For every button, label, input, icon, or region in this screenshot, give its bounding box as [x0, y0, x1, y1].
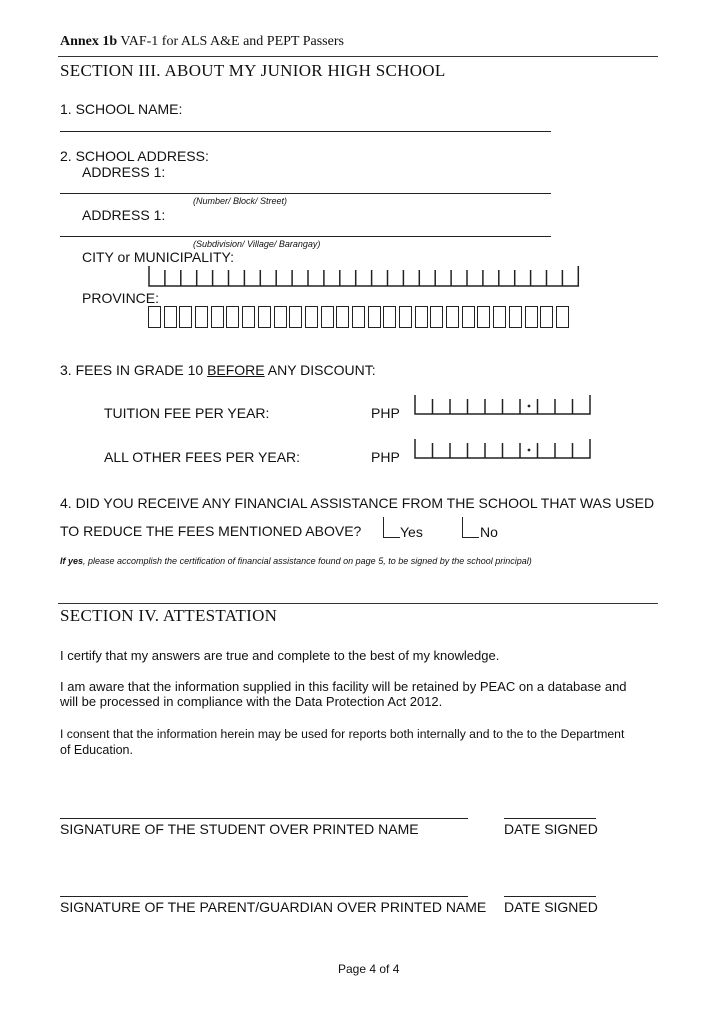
province-char-box[interactable]: [226, 306, 239, 328]
other-fees-label: ALL OTHER FEES PER YEAR:: [104, 449, 301, 465]
fees-question-before: BEFORE: [207, 362, 265, 378]
school-address-label: 2. SCHOOL ADDRESS:: [60, 148, 209, 164]
attestation-para3-line1: I consent that the information herein may be used for reports both internally and to the to the Department: [60, 727, 625, 741]
province-char-box[interactable]: [415, 306, 428, 328]
fees-question-prefix: 3. FEES IN GRADE 10: [60, 362, 208, 378]
student-date-line[interactable]: [504, 818, 596, 819]
city-label: CITY or MUNICIPALITY:: [82, 249, 234, 265]
city-char-boxes[interactable]: [148, 264, 580, 292]
section3-title: SECTION III. ABOUT MY JUNIOR HIGH SCHOOL: [60, 61, 446, 80]
no-checkbox[interactable]: [462, 517, 479, 538]
attestation-para2-line1: I am aware that the information supplied in this facility will be retained by PEAC on a database and: [60, 679, 627, 694]
address1-label: ADDRESS 1:: [82, 164, 166, 180]
province-char-box[interactable]: [258, 306, 271, 328]
parent-date-line[interactable]: [504, 896, 596, 897]
province-char-box[interactable]: [164, 306, 177, 328]
school-name-label: 1. SCHOOL NAME:: [60, 101, 183, 117]
section4-divider: [58, 603, 658, 604]
province-char-box[interactable]: [336, 306, 349, 328]
tuition-amount-boxes[interactable]: [414, 394, 594, 418]
province-char-box[interactable]: [477, 306, 490, 328]
yes-checkbox[interactable]: [383, 517, 400, 538]
address2-label: ADDRESS 1:: [82, 207, 166, 223]
province-char-box[interactable]: [556, 306, 569, 328]
province-char-box[interactable]: [383, 306, 396, 328]
address2-line[interactable]: [60, 236, 551, 237]
assistance-note-rest: , please accomplish the certification of financial assistance found on page 5, to be signed by the school principal): [83, 556, 532, 566]
student-date-label: DATE SIGNED: [504, 821, 598, 837]
student-signature-label: SIGNATURE OF THE STUDENT OVER PRINTED NAME: [60, 821, 419, 837]
address1-caption: (Number/ Block/ Street): [193, 196, 288, 206]
section4-title: SECTION IV. ATTESTATION: [60, 606, 278, 625]
other-fees-currency: PHP: [371, 449, 400, 465]
address1-line[interactable]: [60, 193, 551, 194]
page-number: Page 4 of 4: [338, 962, 400, 976]
province-char-box[interactable]: [540, 306, 553, 328]
province-char-box[interactable]: [211, 306, 224, 328]
province-char-box[interactable]: [525, 306, 538, 328]
address2-caption: (Subdivision/ Village/ Barangay): [193, 239, 321, 249]
assistance-note-bold: If yes: [60, 556, 84, 566]
province-char-box[interactable]: [274, 306, 287, 328]
student-signature-line[interactable]: [60, 818, 468, 819]
province-char-box[interactable]: [305, 306, 318, 328]
attestation-para2-line2: will be processed in compliance with the Data Protection Act 2012.: [60, 694, 443, 709]
province-char-box[interactable]: [446, 306, 459, 328]
assistance-question-line1: 4. DID YOU RECEIVE ANY FINANCIAL ASSISTANCE FROM THE SCHOOL THAT WAS USED: [60, 495, 655, 511]
annex-header: [60, 34, 344, 50]
parent-signature-label: SIGNATURE OF THE PARENT/GUARDIAN OVER PRINTED NAME: [60, 899, 487, 915]
province-char-box[interactable]: [368, 306, 381, 328]
province-char-box[interactable]: [289, 306, 302, 328]
province-char-box[interactable]: [493, 306, 506, 328]
other-fees-amount-boxes[interactable]: [414, 438, 594, 462]
province-char-box[interactable]: [179, 306, 192, 328]
school-name-line[interactable]: [60, 131, 551, 132]
attestation-para3-line2: of Education.: [60, 743, 133, 757]
header-divider: [58, 56, 658, 57]
province-char-box[interactable]: [242, 306, 255, 328]
no-label: No: [480, 524, 498, 540]
province-char-box[interactable]: [509, 306, 522, 328]
tuition-label: TUITION FEE PER YEAR:: [104, 405, 270, 421]
tuition-currency: PHP: [371, 405, 400, 421]
parent-signature-line[interactable]: [60, 896, 468, 897]
attestation-para1: I certify that my answers are true and complete to the best of my knowledge.: [60, 648, 500, 663]
parent-date-label: DATE SIGNED: [504, 899, 598, 915]
province-char-box[interactable]: [352, 306, 365, 328]
annex-title: VAF-1 for ALS A&E and PEPT Passers: [117, 34, 344, 49]
province-char-box[interactable]: [321, 306, 334, 328]
assistance-question-line2: TO REDUCE THE FEES MENTIONED ABOVE?: [60, 523, 362, 539]
fees-question-suffix: ANY DISCOUNT:: [264, 362, 376, 378]
province-label: PROVINCE:: [82, 290, 160, 306]
fees-question: [60, 362, 376, 378]
province-char-box[interactable]: [399, 306, 412, 328]
province-char-box[interactable]: [462, 306, 475, 328]
province-char-box[interactable]: [148, 306, 161, 328]
yes-label: Yes: [400, 524, 423, 540]
annex-label: Annex 1b: [60, 34, 118, 49]
province-char-boxes[interactable]: [148, 306, 572, 330]
province-char-box[interactable]: [195, 306, 208, 328]
province-char-box[interactable]: [430, 306, 443, 328]
assistance-note: [60, 556, 532, 566]
